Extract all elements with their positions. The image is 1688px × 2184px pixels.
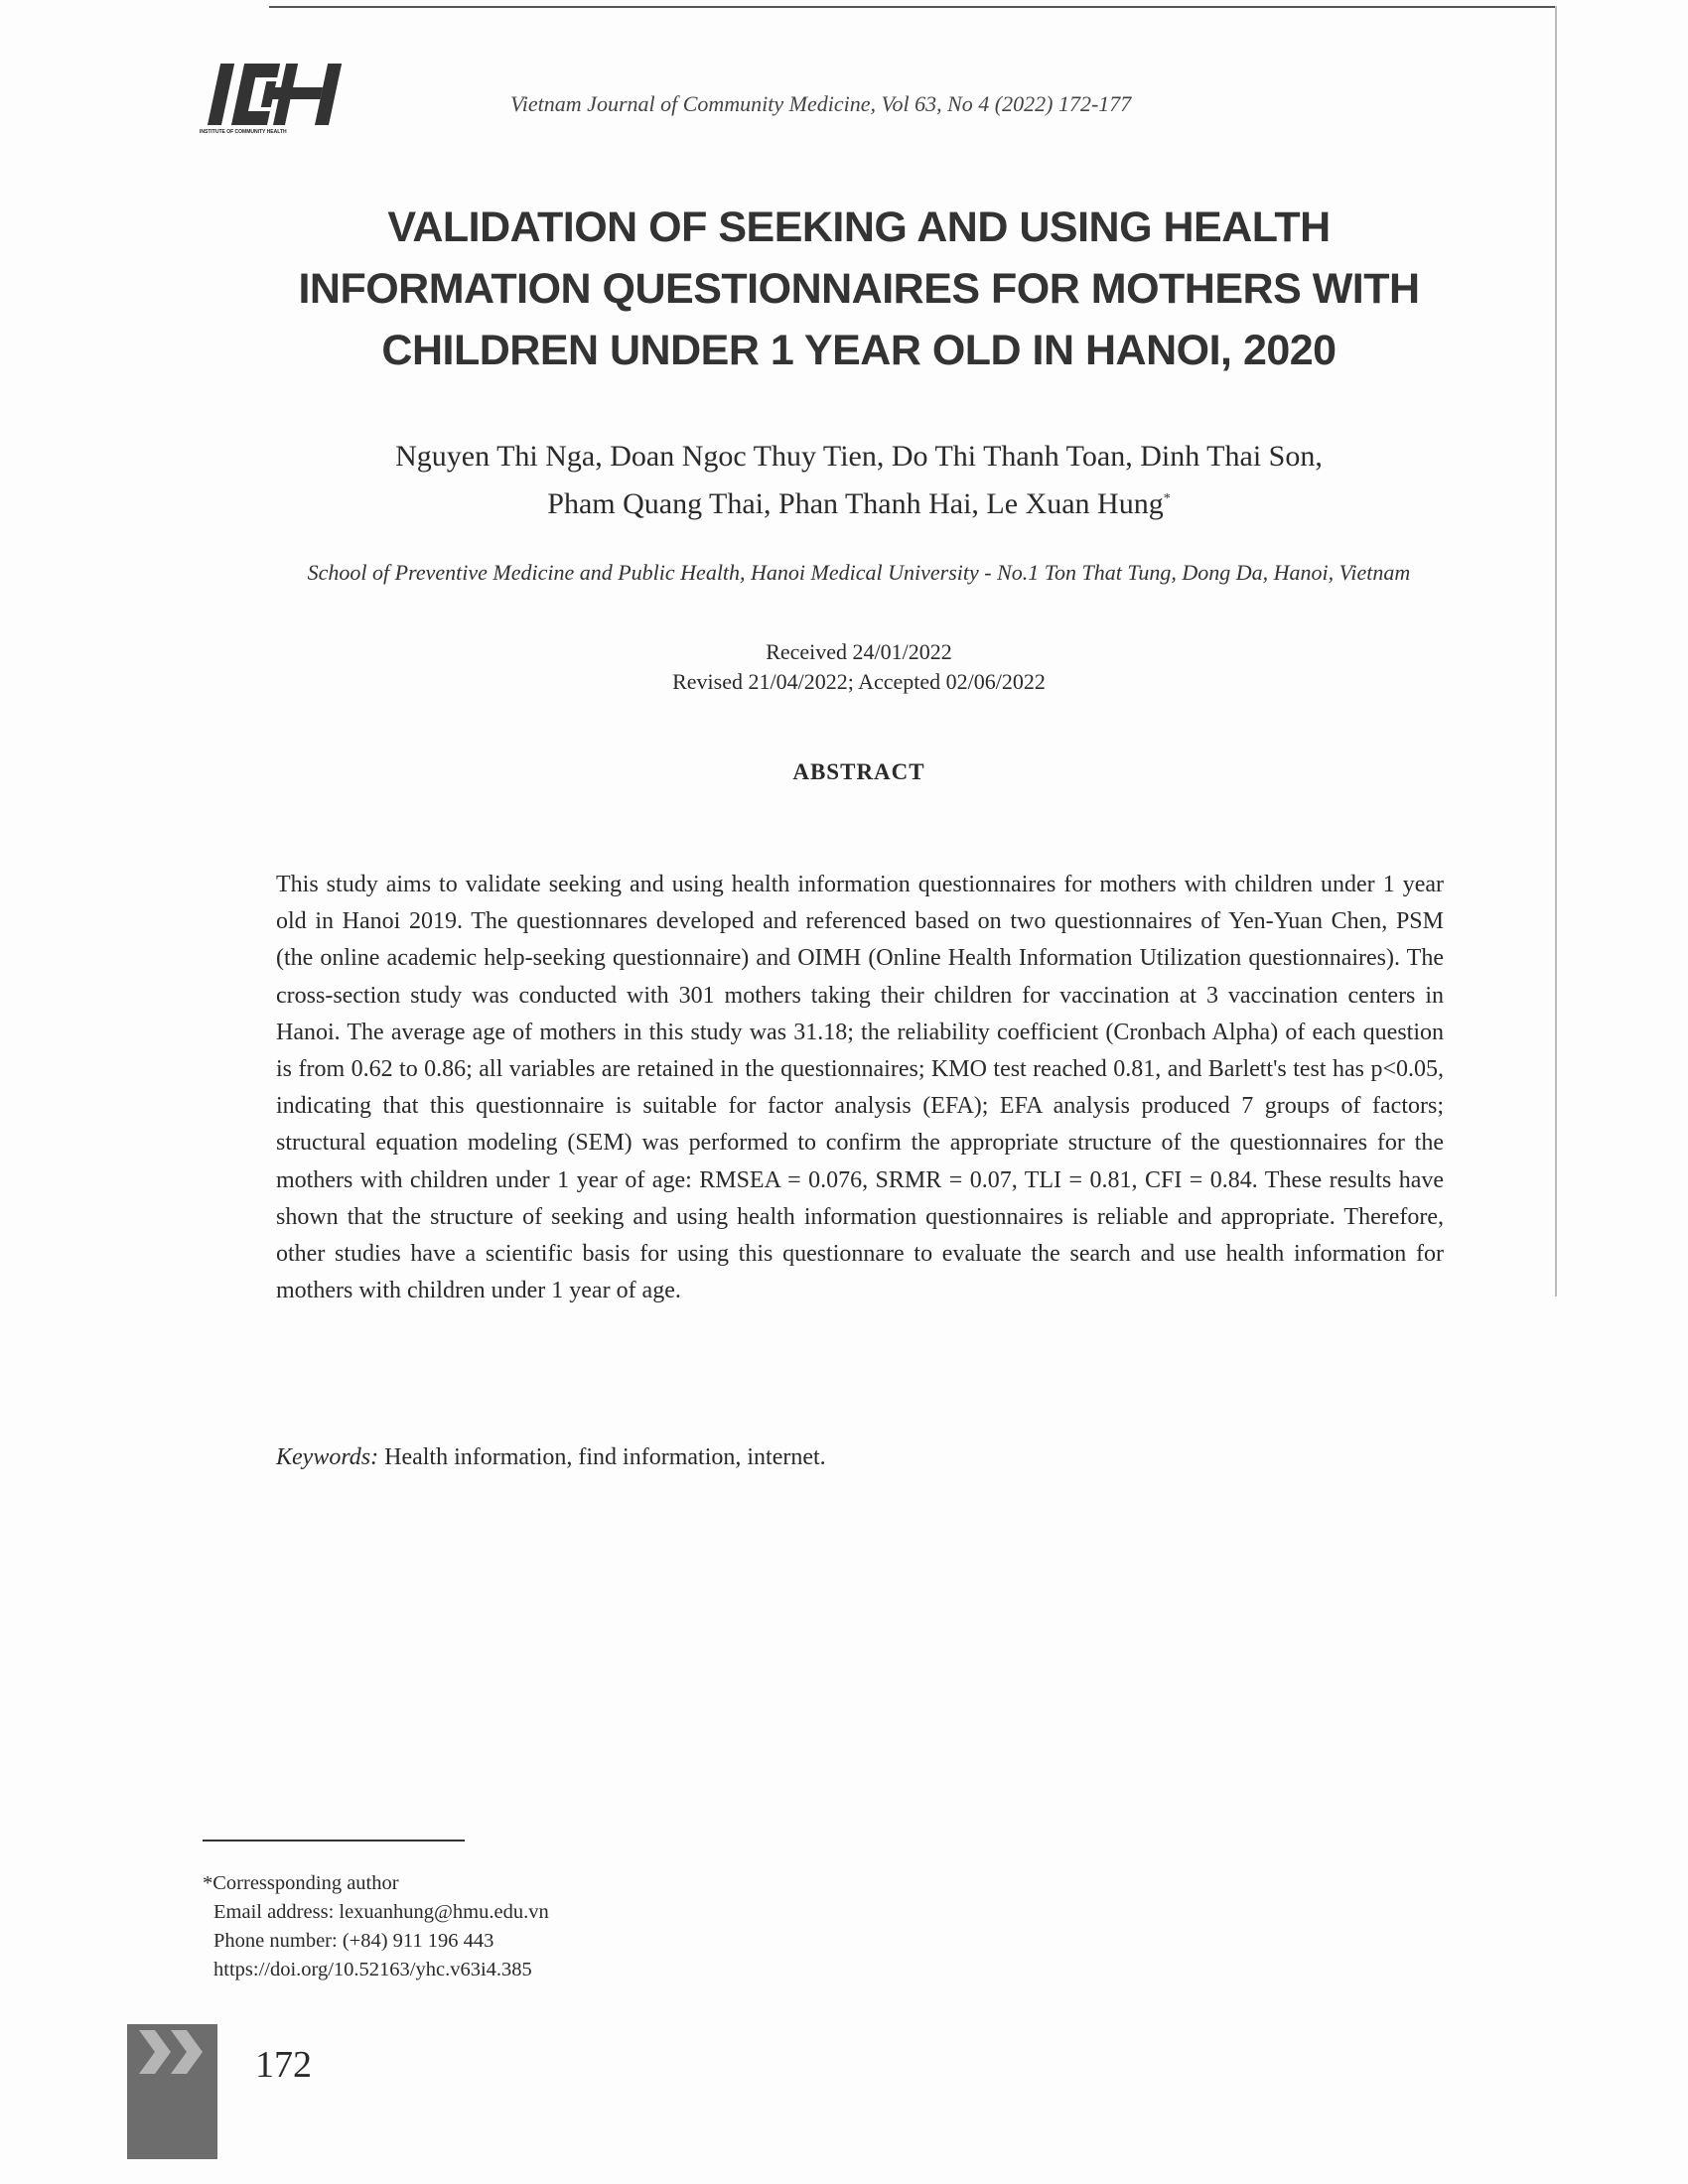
page-tab-marker: [127, 2024, 217, 2159]
dates: [199, 637, 1519, 697]
author-list: [199, 435, 1519, 525]
received-date: Received 24/01/2022: [766, 639, 952, 664]
title-line: CHILDREN UNDER 1 YEAR OLD IN HANOI, 2020: [381, 327, 1336, 374]
top-rule: [269, 6, 1556, 8]
affiliation: School of Preventive Medicine and Public Health, Hanoi Medical University - No.1 Ton That Tung, Dong Da, Hanoi, Vietnam: [307, 560, 1411, 585]
title-line: INFORMATION QUESTIONNAIRES FOR MOTHERS WITH: [298, 265, 1420, 313]
doi-link[interactable]: https://doi.org/10.52163/yhc.v63i4.385: [213, 1959, 532, 1980]
double-chevron-icon: [127, 2024, 217, 2084]
paper-title: [199, 197, 1519, 381]
abstract-heading: ABSTRACT: [792, 759, 925, 784]
institute-logo: [200, 60, 358, 141]
logo-caption: INSTITUTE OF COMMUNITY HEALTH: [200, 129, 287, 135]
abstract-body: This study aims to validate seeking and using health information questionnaires for mothers with children under 1 year old in Hanoi 2019. The questionnares developed and referenced based on two questionnaires of Yen-Yuan Chen, PSM (the online academic help-seeking questionnaire) and OIMH (Online Health Information Utilization questionnaires). The cross-section study was conducted with 301 mothers taking their children for vaccination at 3 vaccination centers in Hanoi. The average age of mothers in this study was 31.18; the reliability coefficient (Cronbach Alpha) of each question is from 0.62 to 0.86; all variables are retained in the questionnaires; KMO test reached 0.81, and Barlett's test has p<0.05, indicating that this questionnaire is suitable for factor analysis (EFA); EFA analysis produced 7 groups of factors; structural equation modeling (SEM) was performed to confirm the appropriate structure of the questionnaires for the mothers with children under 1 year of age: RMSEA = 0.076, SRMR = 0.07, TLI = 0.81, CFI = 0.84. These results have shown that the structure of seeking and using health information questionnaires is reliable and appropriate. Therefore, other studies have a scientific basis for using this questionnare to evaluate the search and use health information for mothers with children under 1 year of age.: [276, 872, 1444, 1304]
email-address: Email address: lexuanhung@hmu.edu.vn: [213, 1901, 549, 1923]
corresponding-mark: *: [1163, 491, 1171, 506]
journal-header: Vietnam Journal of Community Medicine, Vol 63, No 4 (2022) 172-177: [510, 91, 1132, 116]
title-line: VALIDATION OF SEEKING AND USING HEALTH: [387, 204, 1331, 251]
corresponding-author-label: *Corressponding author: [203, 1872, 399, 1894]
ich-logo-icon: [200, 60, 358, 129]
keywords-label: Keywords:: [276, 1444, 379, 1470]
footnote: [203, 1869, 549, 1984]
right-rule: [1555, 6, 1557, 1297]
keywords-value: Health information, find information, internet.: [378, 1444, 826, 1470]
authors-line: Nguyen Thi Nga, Doan Ngoc Thuy Tien, Do Thi Thanh Toan, Dinh Thai Son,: [395, 440, 1323, 473]
authors-line: Pham Quang Thai, Phan Thanh Hai, Le Xuan Hung: [547, 487, 1164, 520]
phone-number: Phone number: (+84) 911 196 443: [213, 1930, 494, 1952]
keywords: [276, 1444, 826, 1471]
footnote-rule: [203, 1840, 465, 1842]
revised-accepted-date: Revised 21/04/2022; Accepted 02/06/2022: [672, 669, 1046, 694]
page-number: 172: [255, 2044, 312, 2086]
